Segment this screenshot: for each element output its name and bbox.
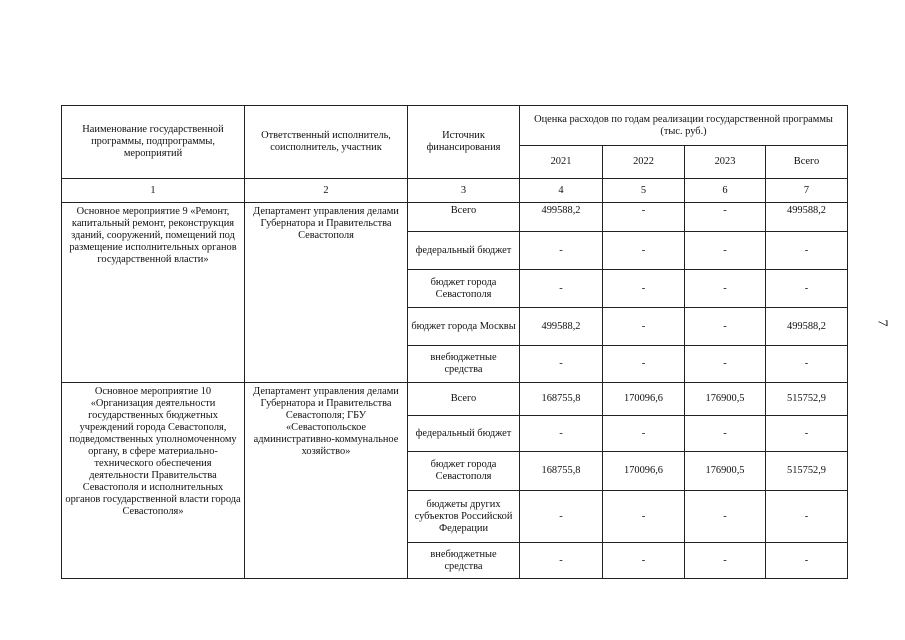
value-cell: 515752,9 — [766, 452, 848, 491]
column-number: 5 — [603, 179, 685, 203]
header-year: 2022 — [603, 146, 685, 179]
header-year: 2021 — [520, 146, 603, 179]
expenditure-table — [61, 105, 848, 579]
value-cell: - — [603, 346, 685, 383]
value-cell: - — [766, 346, 848, 383]
funding-source: Всего — [408, 383, 520, 416]
measure-name: Основное мероприятие 10 «Организация деятельности государственных бюджетных учреждений города Севастополя, подведомственных уполномоченному органу, в сфере материально-технического обеспечения деятельности Правительства Севастополя и исполнительных органов государственной власти города Севастополя» — [62, 383, 245, 579]
value-cell: - — [520, 491, 603, 543]
value-cell: - — [766, 270, 848, 308]
column-number: 6 — [685, 179, 766, 203]
value-cell: - — [685, 270, 766, 308]
value-cell: 168755,8 — [520, 383, 603, 416]
value-cell: - — [766, 416, 848, 452]
value-cell: 515752,9 — [766, 383, 848, 416]
funding-source: федеральный бюджет — [408, 416, 520, 452]
column-number: 4 — [520, 179, 603, 203]
value-cell: 499588,2 — [766, 308, 848, 346]
value-cell: 499588,2 — [766, 203, 848, 232]
funding-source: бюджет города Севастополя — [408, 270, 520, 308]
value-cell: - — [603, 232, 685, 270]
value-cell: - — [766, 232, 848, 270]
header-program-name: Наименование государственной программы, подпрограммы, мероприятий — [62, 106, 245, 179]
value-cell: - — [603, 416, 685, 452]
header-row — [62, 106, 848, 146]
column-number: 2 — [245, 179, 408, 203]
funding-source: бюджет города Москвы — [408, 308, 520, 346]
value-cell: - — [603, 543, 685, 579]
table-row — [62, 383, 848, 416]
funding-source: внебюджетные средства — [408, 543, 520, 579]
page-number: 7 — [874, 319, 890, 327]
value-cell: - — [685, 203, 766, 232]
value-cell: - — [685, 491, 766, 543]
funding-source: Всего — [408, 203, 520, 232]
column-number: 1 — [62, 179, 245, 203]
value-cell: - — [603, 203, 685, 232]
funding-source: бюджет города Севастополя — [408, 452, 520, 491]
value-cell: 170096,6 — [603, 383, 685, 416]
value-cell: - — [603, 308, 685, 346]
funding-source: внебюджетные средства — [408, 346, 520, 383]
value-cell: - — [520, 346, 603, 383]
value-cell: - — [603, 491, 685, 543]
value-cell: 499588,2 — [520, 203, 603, 232]
column-number: 3 — [408, 179, 520, 203]
header-estimate: Оценка расходов по годам реализации государственной программы (тыс. руб.) — [520, 106, 848, 146]
value-cell: - — [520, 416, 603, 452]
measure-executor: Департамент управления делами Губернатора и Правительства Севастополя; ГБУ «Севастопольское административно-коммунальное хозяйство» — [245, 383, 408, 579]
value-cell: 170096,6 — [603, 452, 685, 491]
value-cell: - — [685, 543, 766, 579]
header-funding-source: Источник финансирования — [408, 106, 520, 179]
measure-name: Основное мероприятие 9 «Ремонт, капитальный ремонт, реконструкция зданий, сооружений, помещений под размещение исполнительных органов государственной власти» — [62, 203, 245, 383]
value-cell: - — [520, 270, 603, 308]
value-cell: - — [685, 416, 766, 452]
value-cell: 168755,8 — [520, 452, 603, 491]
value-cell: - — [766, 491, 848, 543]
value-cell: - — [685, 232, 766, 270]
value-cell: - — [685, 308, 766, 346]
value-cell: 176900,5 — [685, 383, 766, 416]
value-cell: - — [603, 270, 685, 308]
value-cell: - — [685, 346, 766, 383]
funding-source: бюджеты других субъектов Российской Федерации — [408, 491, 520, 543]
funding-source: федеральный бюджет — [408, 232, 520, 270]
column-number: 7 — [766, 179, 848, 203]
table-row — [62, 203, 848, 232]
header-year: 2023 — [685, 146, 766, 179]
header-executor: Ответственный исполнитель, соисполнитель, участник — [245, 106, 408, 179]
value-cell: - — [520, 232, 603, 270]
value-cell: 499588,2 — [520, 308, 603, 346]
measure-executor: Департамент управления делами Губернатора и Правительства Севастополя — [245, 203, 408, 383]
header-total: Всего — [766, 146, 848, 179]
value-cell: - — [520, 543, 603, 579]
value-cell: - — [766, 543, 848, 579]
value-cell: 176900,5 — [685, 452, 766, 491]
column-numbers-row — [62, 179, 848, 203]
